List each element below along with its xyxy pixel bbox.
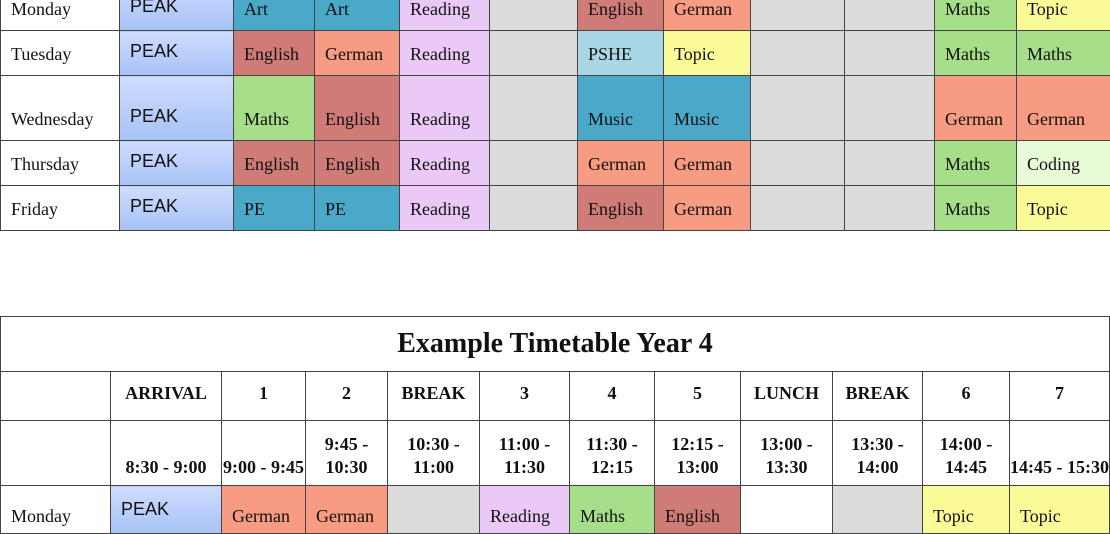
lesson-cell: Reading — [400, 76, 490, 141]
day-row-tuesday — [1, 31, 1110, 76]
arrival-cell: PEAK — [120, 186, 234, 231]
lesson-cell: German — [664, 141, 751, 186]
lesson-cell: Coding — [1017, 141, 1110, 186]
lesson-cell — [845, 186, 935, 231]
time-header: 14:45 - 15:30 — [1010, 421, 1110, 486]
lesson-cell: English — [315, 76, 400, 141]
time-header: 11:30 - 12:15 — [570, 421, 655, 486]
period-header: 2 — [306, 372, 388, 421]
lesson-cell: German — [222, 486, 306, 534]
lesson-cell: Reading — [400, 31, 490, 76]
lesson-cell — [490, 0, 578, 31]
time-header: 14:00 - 14:45 — [923, 421, 1010, 486]
period-header: 6 — [923, 372, 1010, 421]
period-header: ARRIVAL — [111, 372, 222, 421]
day-row-monday — [1, 0, 1110, 31]
timetable-title: Example Timetable Year 4 — [1, 317, 1110, 372]
lesson-cell — [741, 486, 833, 534]
lesson-cell: English — [578, 0, 664, 31]
period-header: 1 — [222, 372, 306, 421]
day-cell: Thursday — [1, 141, 120, 186]
period-header — [1, 372, 111, 421]
time-header: 13:30 - 14:00 — [833, 421, 923, 486]
lesson-cell: Maths — [1017, 31, 1110, 76]
lesson-cell — [490, 31, 578, 76]
lesson-cell — [490, 76, 578, 141]
arrival-cell: PEAK — [111, 486, 222, 534]
lesson-cell: Art — [315, 0, 400, 31]
lesson-cell — [751, 76, 845, 141]
lesson-cell: Topic — [923, 486, 1010, 534]
lesson-cell: Maths — [234, 76, 315, 141]
lesson-cell: Maths — [935, 0, 1017, 31]
lesson-cell — [833, 486, 923, 534]
arrival-cell: PEAK — [120, 31, 234, 76]
lesson-cell — [751, 186, 845, 231]
time-header: 8:30 - 9:00 — [111, 421, 222, 486]
lesson-cell: Maths — [935, 186, 1017, 231]
timetable-upper — [0, 0, 1110, 231]
time-header: 9:45 - 10:30 — [306, 421, 388, 486]
day-row-wednesday — [1, 76, 1110, 141]
lesson-cell: Reading — [400, 0, 490, 31]
time-header — [1, 421, 111, 486]
day-cell: Monday — [1, 486, 111, 534]
lesson-cell: Reading — [400, 186, 490, 231]
period-header: 3 — [480, 372, 570, 421]
day-cell: Friday — [1, 186, 120, 231]
lesson-cell — [845, 141, 935, 186]
period-header: BREAK — [388, 372, 480, 421]
lesson-cell: PSHE — [578, 31, 664, 76]
lesson-cell — [845, 31, 935, 76]
lesson-cell: German — [306, 486, 388, 534]
lesson-cell — [845, 76, 935, 141]
lesson-cell: Reading — [400, 141, 490, 186]
lesson-cell: Maths — [935, 141, 1017, 186]
lesson-cell — [845, 0, 935, 31]
day-cell: Wednesday — [1, 76, 120, 141]
period-header: 5 — [655, 372, 741, 421]
lesson-cell: Topic — [664, 31, 751, 76]
lesson-cell: German — [664, 0, 751, 31]
day-row-monday — [1, 486, 1110, 534]
period-header: 7 — [1010, 372, 1110, 421]
arrival-cell: PEAK — [120, 0, 234, 31]
lesson-cell: German — [664, 186, 751, 231]
time-header: 10:30 - 11:00 — [388, 421, 480, 486]
lesson-cell — [490, 141, 578, 186]
time-header-row — [1, 421, 1110, 486]
lesson-cell: English — [315, 141, 400, 186]
lesson-cell: German — [935, 76, 1017, 141]
arrival-cell: PEAK — [120, 141, 234, 186]
lesson-cell: English — [234, 31, 315, 76]
lesson-cell: English — [578, 186, 664, 231]
lesson-cell: English — [655, 486, 741, 534]
lesson-cell: Topic — [1017, 0, 1110, 31]
time-header: 11:00 - 11:30 — [480, 421, 570, 486]
time-header: 12:15 - 13:00 — [655, 421, 741, 486]
time-header: 13:00 - 13:30 — [741, 421, 833, 486]
lesson-cell: Maths — [570, 486, 655, 534]
period-header: BREAK — [833, 372, 923, 421]
period-header-row — [1, 372, 1110, 421]
period-header: 4 — [570, 372, 655, 421]
lesson-cell: PE — [315, 186, 400, 231]
lesson-cell: Reading — [480, 486, 570, 534]
period-header: LUNCH — [741, 372, 833, 421]
day-cell: Monday — [1, 0, 120, 31]
lesson-cell: PE — [234, 186, 315, 231]
day-cell: Tuesday — [1, 31, 120, 76]
lesson-cell — [751, 31, 845, 76]
lesson-cell: German — [315, 31, 400, 76]
day-row-thursday — [1, 141, 1110, 186]
lesson-cell — [751, 0, 845, 31]
time-header: 9:00 - 9:45 — [222, 421, 306, 486]
lesson-cell: Maths — [935, 31, 1017, 76]
timetable-year4 — [0, 316, 1110, 534]
lesson-cell: German — [578, 141, 664, 186]
lesson-cell: Art — [234, 0, 315, 31]
lesson-cell: German — [1017, 76, 1110, 141]
lesson-cell: English — [234, 141, 315, 186]
day-row-friday — [1, 186, 1110, 231]
lesson-cell: Music — [578, 76, 664, 141]
lesson-cell — [388, 486, 480, 534]
lesson-cell — [751, 141, 845, 186]
lesson-cell: Topic — [1017, 186, 1110, 231]
arrival-cell: PEAK — [120, 76, 234, 141]
lesson-cell — [490, 186, 578, 231]
lesson-cell: Topic — [1010, 486, 1110, 534]
lesson-cell: Music — [664, 76, 751, 141]
